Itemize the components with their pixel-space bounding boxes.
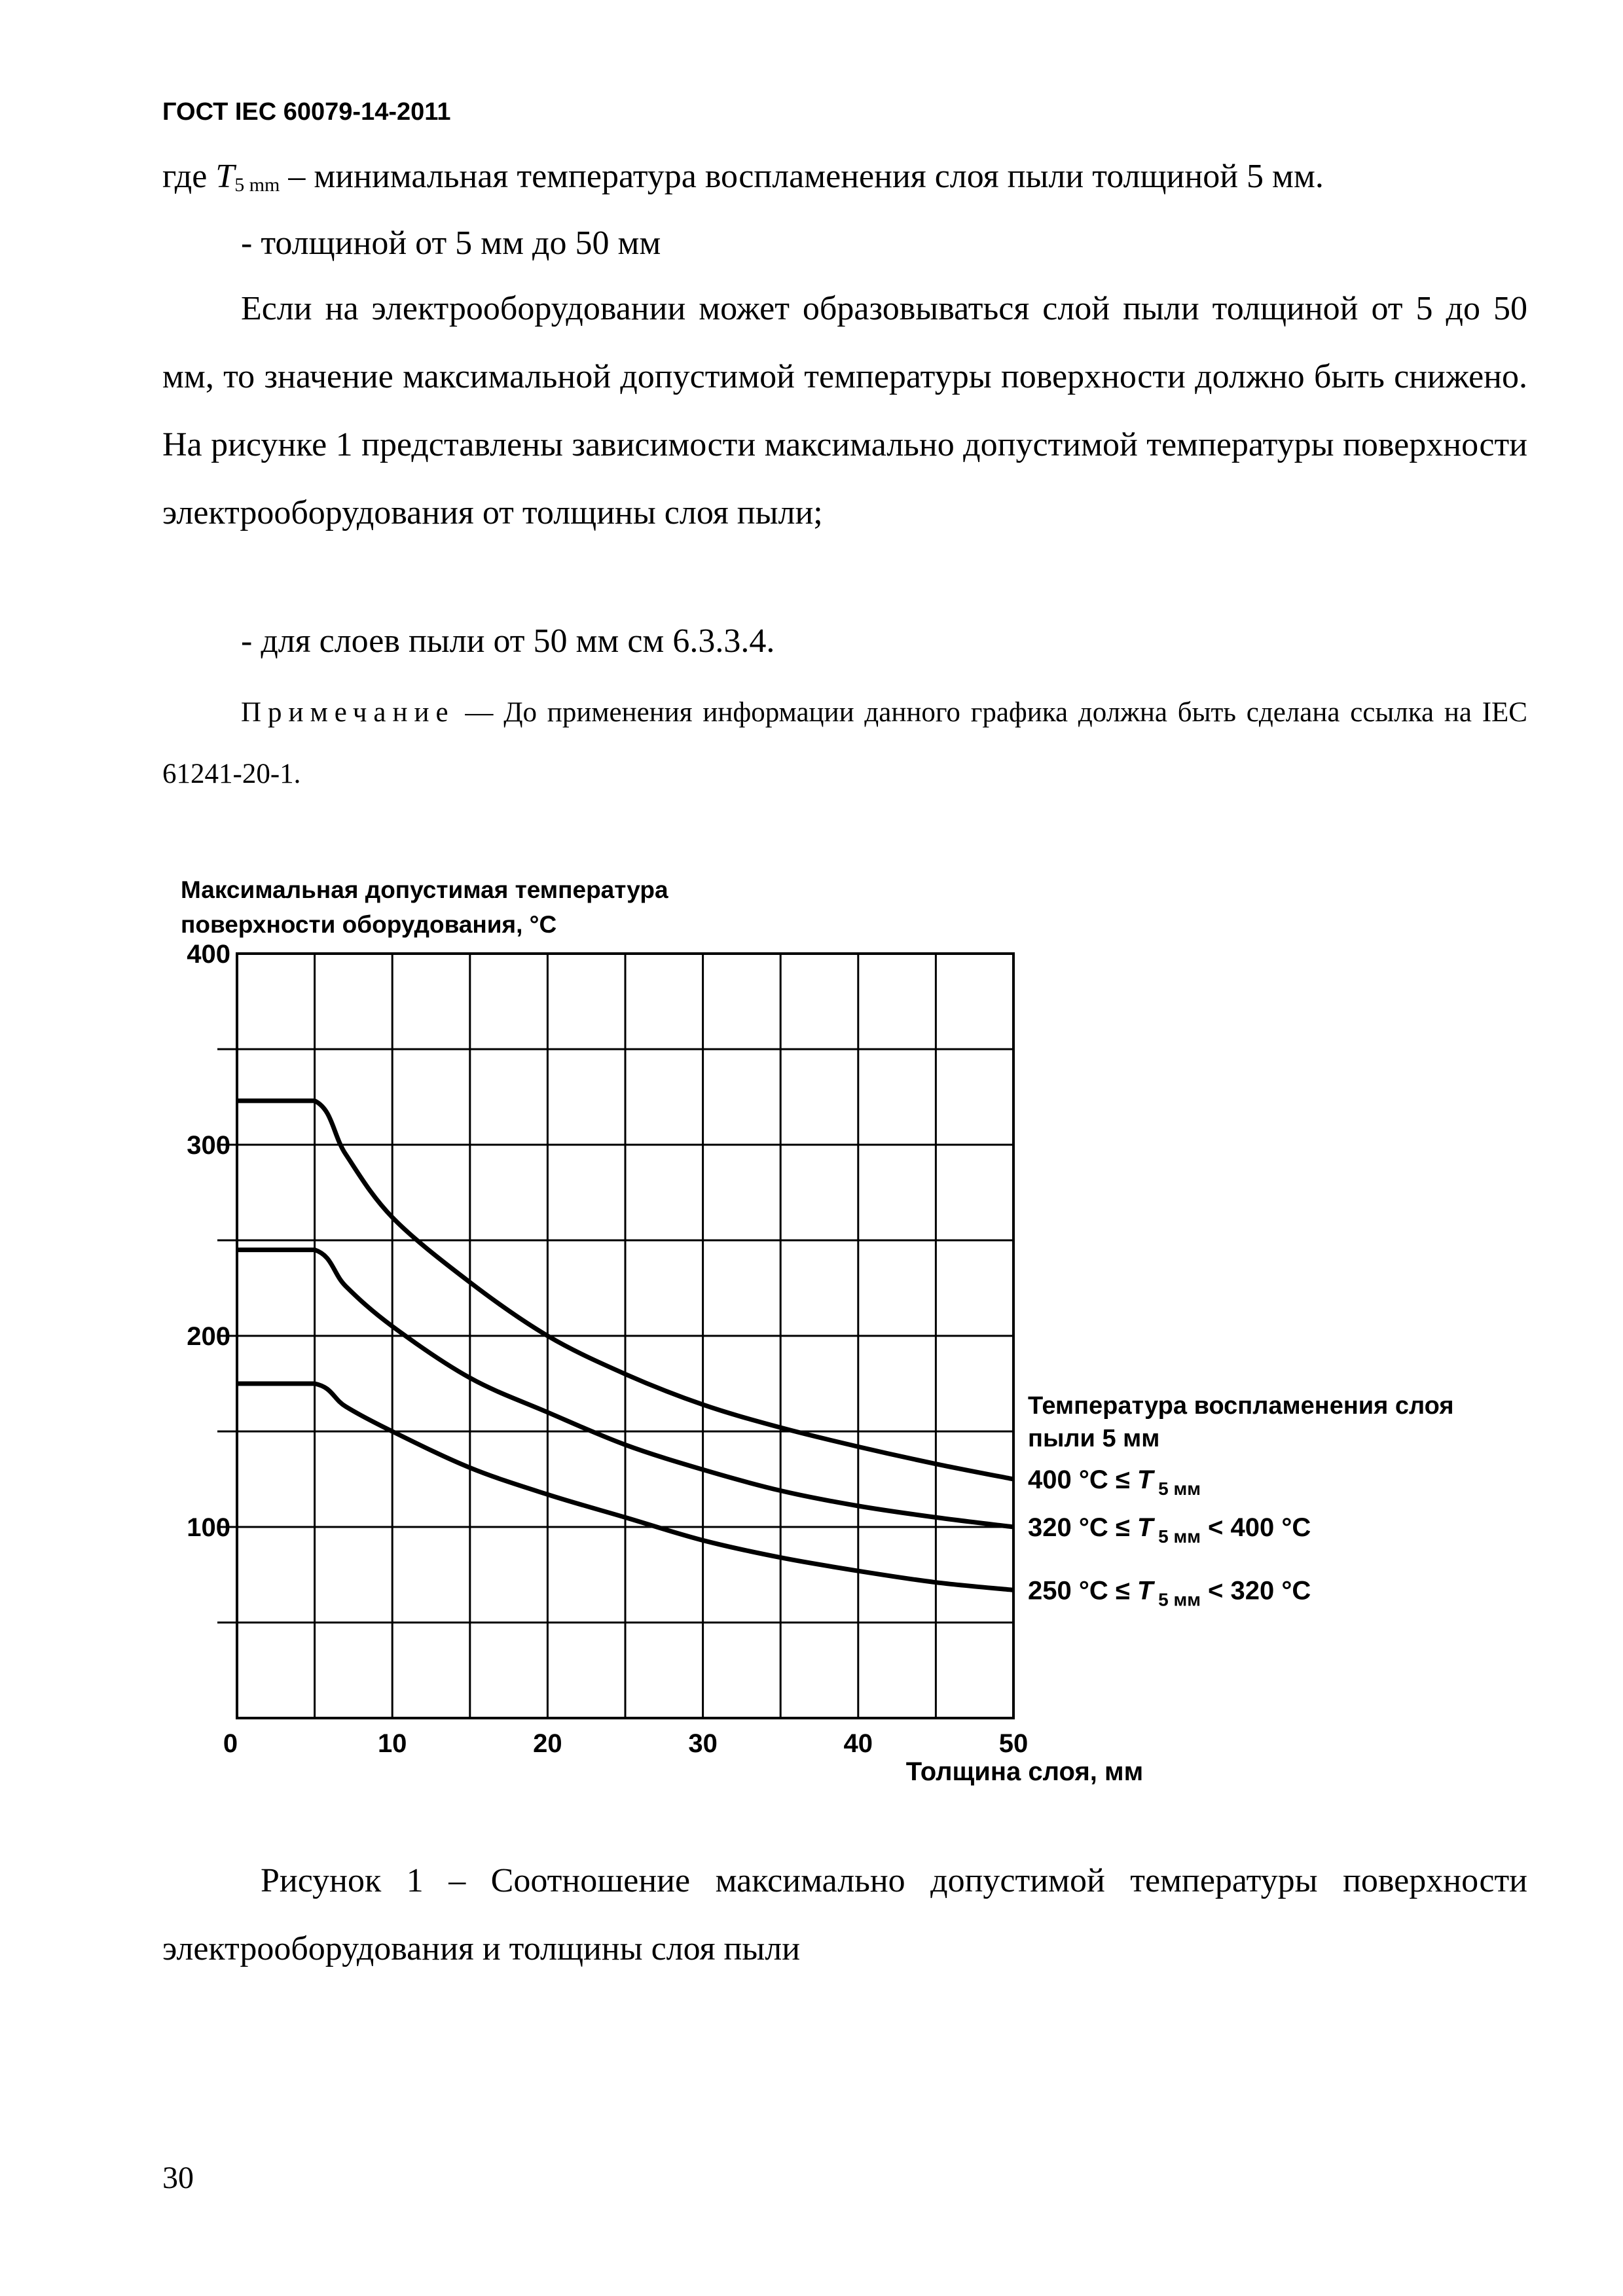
x-tick-label: 40 [843, 1729, 873, 1758]
x-tick-label: 50 [998, 1729, 1029, 1758]
chart-grid [217, 954, 1013, 1718]
page-number: 30 [162, 2161, 194, 2195]
dust-layers-line: - для слоев пыли от 50 мм см 6.3.3.4. [241, 622, 775, 660]
y-tick-label: 200 [187, 1322, 230, 1351]
thickness-range-line: - толщиной от 5 мм до 50 мм [241, 224, 661, 262]
note-label: Примечание [241, 697, 455, 728]
note-text: — До применения информации данного графика должна быть сделана ссылка на IEC 61241-20-1. [162, 697, 1527, 789]
legend-entry-3: 250 °C ≤ T $_{5 мм}$ < 320 °C [1028, 1576, 1311, 1610]
y-tick-label: 100 [187, 1513, 230, 1542]
x-tick-label: 0 [223, 1729, 238, 1758]
temperature-subscript: 5 mm [234, 174, 280, 196]
document-header: ГОСТ IEC 60079-14-2011 [162, 98, 451, 126]
x-axis-label: Толщина слоя, мм [905, 1757, 1144, 1786]
body-paragraph: Если на электрооборудовании может образовываться слой пыли толщиной от 5 до 50 мм, то значение максимальной допустимой температуры поверхности должно быть снижено. На рисунке 1 представлены зависимости максимально допустимой температуры поверхности электрооборудования от толщины слоя пыли; [162, 290, 1527, 531]
x-tick-label: 30 [688, 1729, 718, 1758]
y-tick-label: 300 [187, 1131, 230, 1160]
legend-entry-1: 400 °C ≤ T $_{5 мм}$ [1028, 1465, 1201, 1499]
chart-legend [1028, 1465, 1311, 1609]
figure-caption: Рисунок 1 – Соотношение максимально допустимой температуры поверхности электрооборудования и толщины слоя пыли [162, 1862, 1527, 1967]
legend-title-line2: пыли 5 мм [1028, 1425, 1160, 1452]
legend-entry-2: 320 °C ≤ T $_{5 мм}$ < 400 °C [1028, 1513, 1311, 1547]
y-axis-label-line2: поверхности оборудования, °С [181, 911, 557, 938]
definition-text: – минимальная температура воспламенения слоя пыли толщиной 5 мм. [280, 158, 1324, 195]
legend-title-line1: Температура воспламенения слоя [1028, 1392, 1454, 1420]
x-tick-label: 10 [377, 1729, 407, 1758]
y-tick-label: 400 [187, 940, 230, 969]
chart-ticks [187, 940, 1028, 1758]
y-axis-label-line1: Максимальная допустимая температура [181, 876, 668, 903]
definition-prefix: где [162, 158, 216, 195]
temperature-symbol: T [215, 158, 235, 195]
x-tick-label: 20 [533, 1729, 562, 1758]
